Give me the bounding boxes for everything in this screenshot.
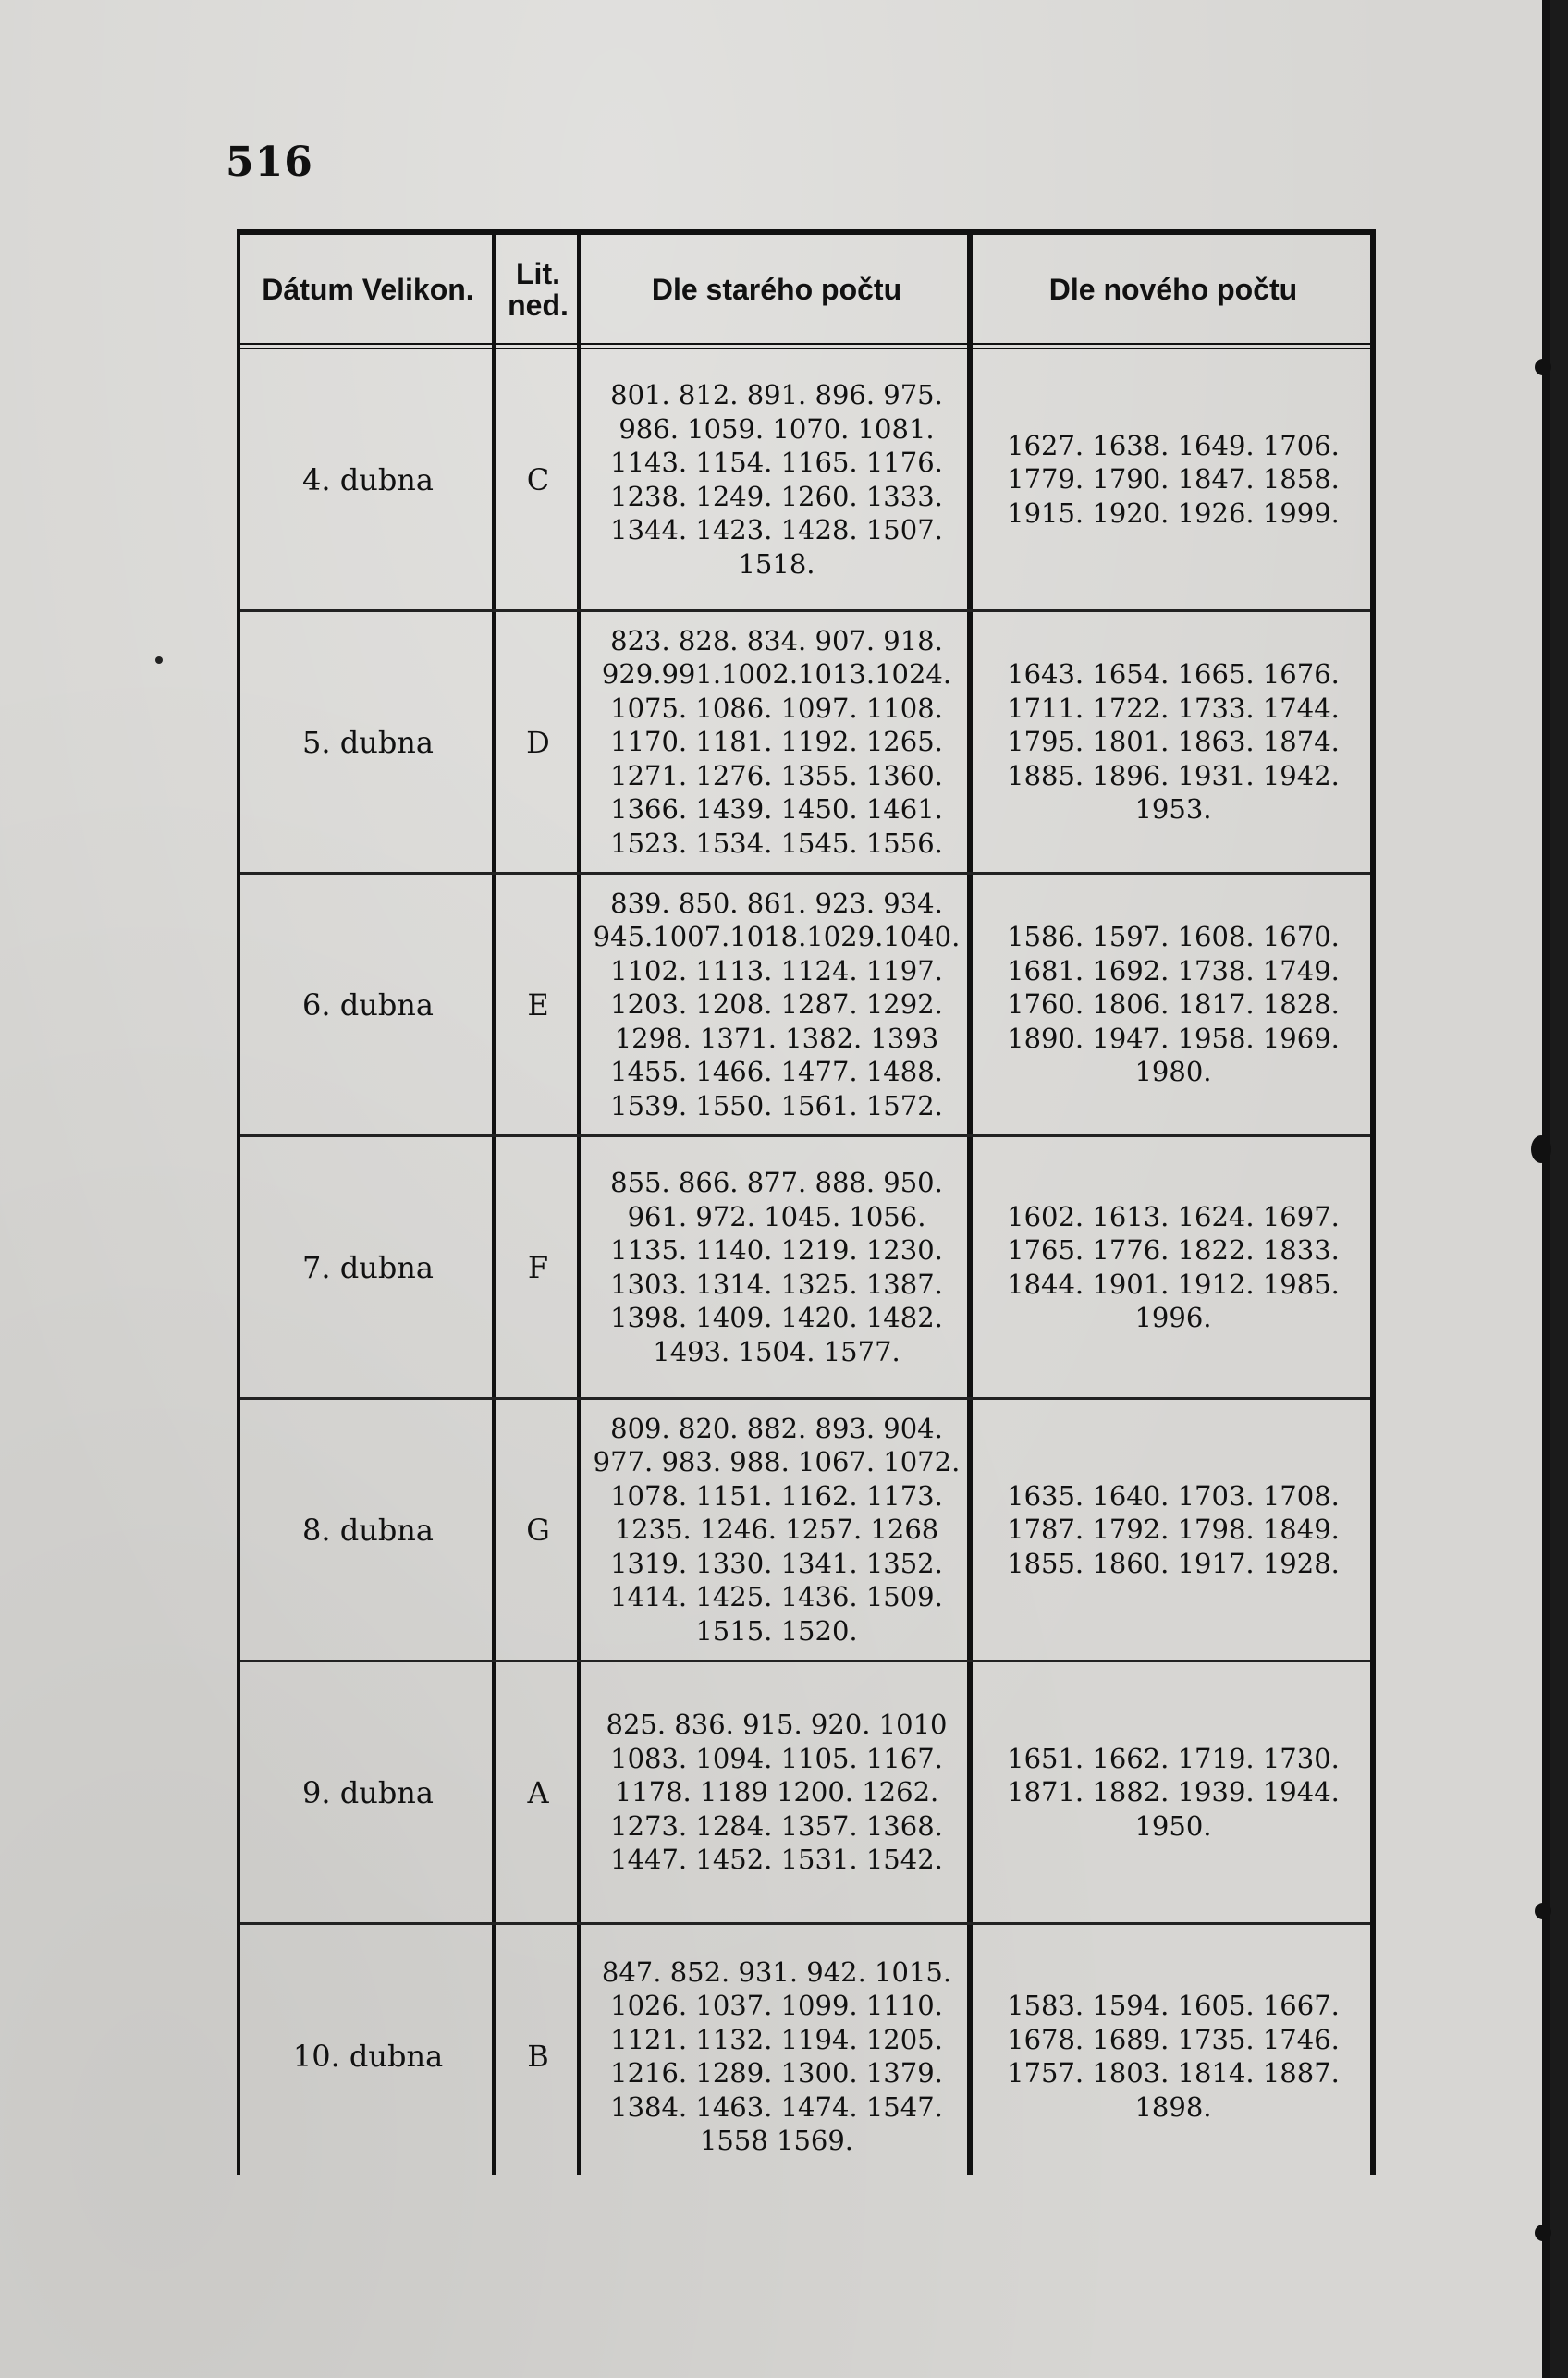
sunday-letter: F <box>527 1249 549 1285</box>
year-line: 1787. 1792. 1798. 1849. <box>1007 1514 1340 1546</box>
year-line: 1515. 1520. <box>695 1614 858 1647</box>
year-line: 1102. 1113. 1124. 1197. <box>610 954 943 987</box>
header-new-label: Dle nového počtu <box>1048 272 1298 306</box>
ink-spot <box>1535 1903 1551 1919</box>
new-calendar-years <box>1007 1742 1340 1844</box>
easter-date: 4. dubna <box>302 461 434 497</box>
new-calendar-years <box>1007 1479 1340 1581</box>
table-row <box>240 1662 1370 1925</box>
header-old <box>581 235 973 343</box>
page-edge <box>1542 0 1550 2378</box>
table-header <box>240 235 1370 349</box>
easter-dates-table <box>237 229 1376 2175</box>
year-line: 1238. 1249. 1260. 1333. <box>610 480 943 512</box>
new-calendar-years <box>1007 657 1340 827</box>
letter-cell <box>496 349 581 609</box>
easter-date: 5. dubna <box>302 724 434 760</box>
easter-date: 10. dubna <box>292 2039 444 2074</box>
old-calendar-years <box>606 1708 948 1877</box>
new-calendar-cell <box>973 1925 1374 2188</box>
year-line: 825. 836. 915. 920. 1010 <box>606 1709 948 1741</box>
year-line: 1384. 1463. 1474. 1547. <box>610 2090 943 2123</box>
easter-date: 9. dubna <box>302 1774 434 1810</box>
year-line: 961. 972. 1045. 1056. <box>627 1200 926 1232</box>
year-line: 1890. 1947. 1958. 1969. <box>1007 1022 1340 1054</box>
year-line: 839. 850. 861. 923. 934. <box>610 887 943 919</box>
year-line: 1121. 1132. 1194. 1205. <box>610 2023 943 2055</box>
new-calendar-cell <box>973 612 1374 872</box>
date-cell <box>240 1137 496 1397</box>
year-line: 1493. 1504. 1577. <box>653 1335 900 1367</box>
table-row <box>240 1925 1370 2188</box>
easter-date: 8. dubna <box>302 1512 434 1548</box>
date-cell <box>240 1400 496 1660</box>
year-line: 1135. 1140. 1219. 1230. <box>610 1234 943 1266</box>
year-line: 1757. 1803. 1814. 1887. <box>1007 2057 1340 2089</box>
year-line: 1523. 1534. 1545. 1556. <box>610 827 943 859</box>
year-line: 801. 812. 891. 896. 975. <box>610 379 943 411</box>
year-line: 1711. 1722. 1733. 1744. <box>1007 692 1340 724</box>
year-line: 1760. 1806. 1817. 1828. <box>1007 988 1340 1021</box>
year-line: 1414. 1425. 1436. 1509. <box>610 1581 943 1613</box>
sunday-letter: D <box>526 724 550 760</box>
new-calendar-cell <box>973 349 1374 609</box>
date-cell <box>240 1925 496 2188</box>
old-calendar-cell <box>581 1662 973 1922</box>
year-line: 1635. 1640. 1703. 1708. <box>1007 1479 1340 1512</box>
letter-cell <box>496 1400 581 1660</box>
year-line: 1170. 1181. 1192. 1265. <box>610 726 943 758</box>
year-line: 945.1007.1018.1029.1040. <box>593 921 961 953</box>
letter-cell <box>496 612 581 872</box>
old-calendar-years <box>610 1166 943 1368</box>
year-line: 847. 852. 931. 942. 1015. <box>601 1955 952 1988</box>
year-line: 1643. 1654. 1665. 1676. <box>1007 658 1340 691</box>
year-line: 1366. 1439. 1450. 1461. <box>610 793 943 826</box>
new-calendar-years <box>1007 1200 1340 1335</box>
year-line: 1178. 1189 1200. 1262. <box>614 1776 939 1808</box>
year-line: 1779. 1790. 1847. 1858. <box>1007 463 1340 496</box>
easter-date: 6. dubna <box>302 987 434 1023</box>
table-body <box>240 349 1370 2180</box>
year-line: 1203. 1208. 1287. 1292. <box>610 988 943 1021</box>
old-calendar-cell <box>581 1925 973 2188</box>
header-letter-line1: Lit. <box>516 256 560 290</box>
letter-cell <box>496 875 581 1134</box>
year-line: 1398. 1409. 1420. 1482. <box>610 1302 943 1333</box>
year-line: 1078. 1151. 1162. 1173. <box>610 1479 943 1512</box>
year-line: 809. 820. 882. 893. 904. <box>610 1412 943 1444</box>
year-line: 1602. 1613. 1624. 1697. <box>1007 1200 1340 1232</box>
new-calendar-cell <box>973 1662 1374 1922</box>
letter-cell <box>496 1137 581 1397</box>
year-line: 1447. 1452. 1531. 1542. <box>610 1844 943 1876</box>
year-line: 1319. 1330. 1341. 1352. <box>610 1547 943 1579</box>
year-line: 1915. 1920. 1926. 1999. <box>1007 496 1340 529</box>
year-line: 1765. 1776. 1822. 1833. <box>1007 1234 1340 1266</box>
year-line: 929.991.1002.1013.1024. <box>601 658 952 691</box>
year-line: 1678. 1689. 1735. 1746. <box>1007 2023 1340 2055</box>
sunday-letter: A <box>527 1774 549 1810</box>
year-line: 1885. 1896. 1931. 1942. <box>1007 759 1340 791</box>
letter-cell <box>496 1925 581 2188</box>
year-line: 1083. 1094. 1105. 1167. <box>610 1742 943 1774</box>
year-line: 1216. 1289. 1300. 1379. <box>610 2057 943 2089</box>
table-row <box>240 1137 1370 1400</box>
year-line: 1539. 1550. 1561. 1572. <box>610 1089 943 1122</box>
year-line: 986. 1059. 1070. 1081. <box>619 412 935 445</box>
sunday-letter: E <box>527 987 549 1023</box>
year-line: 1558 1569. <box>699 2125 854 2156</box>
year-line: 1980. <box>1134 1056 1212 1088</box>
year-line: 1681. 1692. 1738. 1749. <box>1007 954 1340 987</box>
table-row <box>240 875 1370 1137</box>
year-line: 977. 983. 988. 1067. 1072. <box>593 1446 961 1478</box>
year-line: 1950. <box>1134 1809 1212 1842</box>
date-cell <box>240 612 496 872</box>
old-calendar-years <box>610 378 943 581</box>
year-line: 1303. 1314. 1325. 1387. <box>610 1268 943 1300</box>
ink-spot <box>1535 359 1551 375</box>
old-calendar-years <box>594 1412 961 1649</box>
year-line: 1855. 1860. 1917. 1928. <box>1007 1547 1340 1579</box>
header-old-label: Dle starého počtu <box>651 272 902 306</box>
year-line: 1271. 1276. 1355. 1360. <box>610 759 943 791</box>
old-calendar-cell <box>581 875 973 1134</box>
old-calendar-years <box>602 624 951 861</box>
header-date <box>240 235 496 343</box>
ink-spot <box>1531 1135 1551 1163</box>
old-calendar-years <box>602 1955 951 2158</box>
sunday-letter: B <box>527 2039 549 2074</box>
header-letter-line2: ned. <box>508 288 569 322</box>
sunday-letter: C <box>526 461 550 497</box>
year-line: 1898. <box>1134 2090 1212 2123</box>
header-letter <box>496 235 581 343</box>
letter-cell <box>496 1662 581 1922</box>
year-line: 823. 828. 834. 907. 918. <box>610 624 943 656</box>
year-line: 1583. 1594. 1605. 1667. <box>1007 1990 1340 2021</box>
new-calendar-years <box>1007 1989 1340 2124</box>
table-row <box>240 1400 1370 1662</box>
date-cell <box>240 875 496 1134</box>
year-line: 1298. 1371. 1382. 1393 <box>614 1022 939 1054</box>
old-calendar-years <box>594 887 961 1123</box>
header-date-label: Dátum Velikon. <box>262 272 474 306</box>
new-calendar-cell <box>973 875 1374 1134</box>
year-line: 1075. 1086. 1097. 1108. <box>610 692 943 724</box>
year-line: 1235. 1246. 1257. 1268 <box>614 1514 939 1546</box>
year-line: 1795. 1801. 1863. 1874. <box>1007 726 1340 758</box>
old-calendar-cell <box>581 612 973 872</box>
new-calendar-cell <box>973 1400 1374 1660</box>
page-number: 516 <box>226 139 313 186</box>
year-line: 1273. 1284. 1357. 1368. <box>610 1809 943 1842</box>
year-line: 1871. 1882. 1939. 1944. <box>1007 1776 1340 1808</box>
year-line: 1953. <box>1134 793 1212 826</box>
date-cell <box>240 349 496 609</box>
easter-date: 7. dubna <box>302 1249 434 1285</box>
year-line: 1143. 1154. 1165. 1176. <box>610 447 943 478</box>
year-line: 1455. 1466. 1477. 1488. <box>610 1056 943 1088</box>
ink-spot <box>155 656 163 664</box>
new-calendar-years <box>1007 429 1340 531</box>
new-calendar-cell <box>973 1137 1374 1397</box>
year-line: 1651. 1662. 1719. 1730. <box>1007 1742 1340 1774</box>
date-cell <box>240 1662 496 1922</box>
year-line: 1844. 1901. 1912. 1985. <box>1007 1268 1340 1300</box>
old-calendar-cell <box>581 1400 973 1660</box>
new-calendar-years <box>1007 920 1340 1089</box>
year-line: 1026. 1037. 1099. 1110. <box>610 1990 943 2021</box>
table-row <box>240 612 1370 875</box>
year-line: 1586. 1597. 1608. 1670. <box>1007 921 1340 953</box>
year-line: 1518. <box>738 547 815 580</box>
ink-spot <box>1535 2225 1551 2241</box>
old-calendar-cell <box>581 349 973 609</box>
table-row <box>240 349 1370 612</box>
old-calendar-cell <box>581 1137 973 1397</box>
year-line: 855. 866. 877. 888. 950. <box>610 1167 943 1198</box>
sunday-letter: G <box>526 1512 550 1548</box>
year-line: 1996. <box>1134 1302 1212 1333</box>
header-new <box>973 235 1374 343</box>
year-line: 1344. 1423. 1428. 1507. <box>610 514 943 545</box>
year-line: 1627. 1638. 1649. 1706. <box>1007 429 1340 461</box>
